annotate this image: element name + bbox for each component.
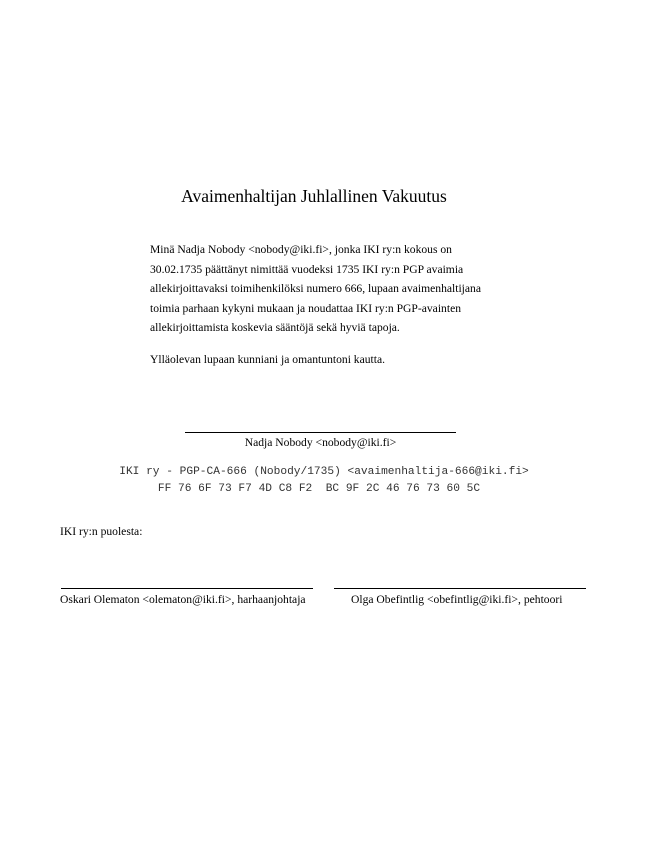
declaration-paragraph bbox=[150, 240, 550, 338]
chair-signature-name: Oskari Olematon <olematon@iki.fi>, harhaanjohtaja bbox=[60, 593, 306, 606]
manager-signature-name: Olga Obefintlig <obefintlig@iki.fi>, pehtoori bbox=[351, 593, 563, 606]
chair-signature-line bbox=[61, 588, 313, 589]
document-title: Avaimenhaltijan Juhlallinen Vakuutus bbox=[181, 186, 447, 206]
paragraph-line: toimia parhaan kykyni mukaan ja noudattaa IKI ry:n PGP-avainten bbox=[150, 301, 462, 315]
key-fingerprint: FF 76 6F 73 F7 4D C8 F2 BC 9F 2C 46 76 73 60 5C bbox=[157, 483, 481, 495]
keyholder-signature-line bbox=[185, 432, 456, 433]
oath-paragraph: Ylläolevan lupaan kunniani ja omantuntoni kautta. bbox=[150, 353, 386, 366]
paragraph-line: allekirjoittavaksi toimihenkilöksi numero 666, lupaan avaimenhaltijana bbox=[150, 282, 481, 295]
keyholder-signature-name: Nadja Nobody <nobody@iki.fi> bbox=[244, 436, 397, 449]
paragraph-line: Minä Nadja Nobody <nobody@iki.fi>, jonka IKI ry:n kokous on bbox=[150, 243, 452, 256]
paragraph-line: 30.02.1735 päättänyt nimittää vuodeksi 1735 IKI ry:n PGP avaimia bbox=[150, 262, 464, 276]
manager-signature-line bbox=[334, 588, 586, 589]
key-uid: IKI ry - PGP-CA-666 (Nobody/1735) <avaimenhaltija-666@iki.fi> bbox=[119, 466, 529, 478]
paragraph-line: allekirjoittamista koskevia sääntöjä sekä hyviä tapoja. bbox=[150, 321, 400, 334]
on-behalf-label: IKI ry:n puolesta: bbox=[60, 525, 143, 538]
